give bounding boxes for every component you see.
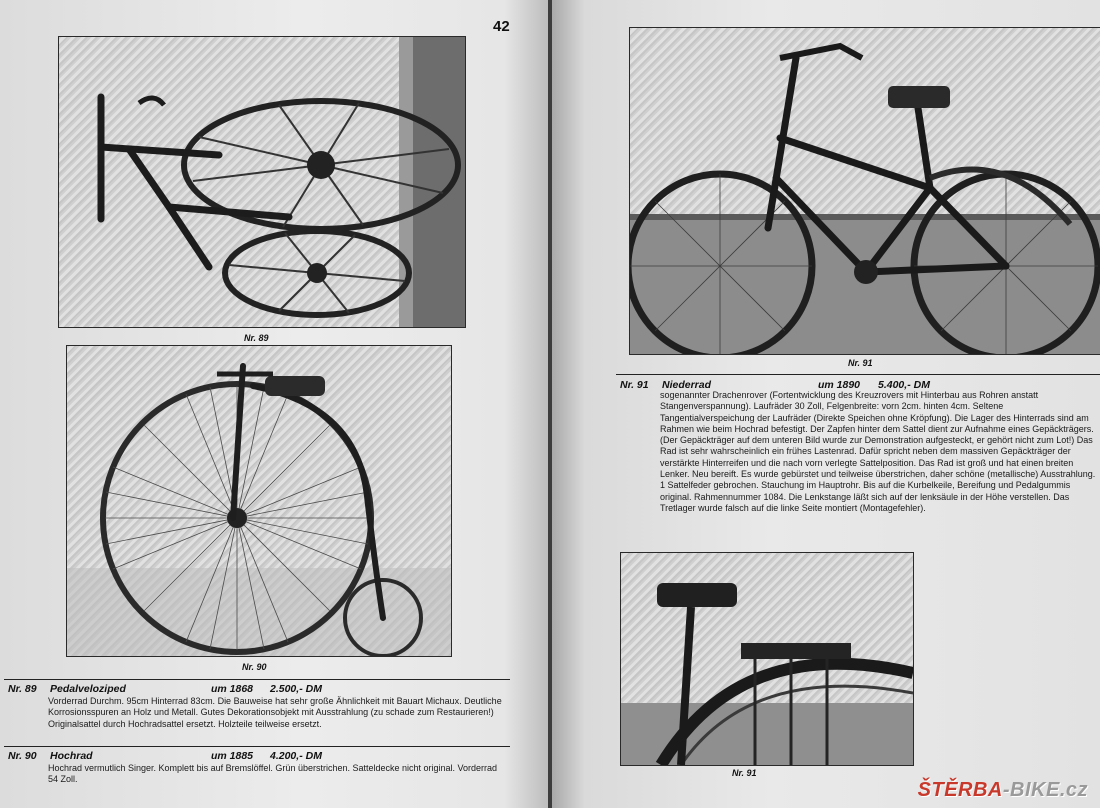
entry-price: 4.200,- DM — [270, 750, 322, 762]
entry-date: um 1868 — [211, 683, 254, 695]
watermark-brand: ŠTĚRBA — [917, 779, 1003, 801]
velocipede-illustration — [59, 37, 465, 327]
photo-nr-90 — [66, 345, 452, 657]
high-wheeler-illustration — [67, 346, 451, 656]
caption-nr-91-bottom: Nr. 91 — [732, 768, 757, 778]
left-page — [0, 0, 548, 808]
entry-name: Hochrad — [50, 750, 93, 762]
entry-name: Niederrad — [662, 379, 712, 391]
entry-description-nr-91: sogenannter Drachenrover (Fortentwicklung des Kreuzrovers mit Hinterbau aus Rohren anstatt Stangenverspannung). Laufräder 30 Zoll, Felgenbreite: vorn 2cm. hinten 4cm. Seltene Tangentialverspeichung der Laufräder (Direkte Speichen ohne Kröpfung). Die Lager des Hinterrads sind am Rahmen wie beim Hochrad befestigt. Der Zapfen hinter dem Sattel dient zur Aufnahme eines Gepäckträgers. (Der Gepäckträger auf dem unteren Bild wurde zur Demonstration aufgesteckt, er gehört nicht zum Lot!) Das Rad ist sehr wahrscheinlich ein frühes Lastenrad. Dafür spricht neben dem massiven Gepäckträger der verstärkte Hinterreifen und die nach vorn verlegte Sattelposition. Das Rad ist groß und hat einen breiten Lenker. Neu bereift. Es wurde gebürstet und teilweise überstrichen, daher schöne (metallische) Ausstrahlung. 1 Sattelfeder gebrochen. Stauchung im Hauptrohr. Bis auf die Kurbelkeile, Bereifung und Pedalgummis original. Rahmennummer 1084. Die Lenkstange läßt sich auf der lenksäule in der Höhe verstellen. Das Tretlager wurde falsch auf die linke Seite montiert (Montagefehler). — [660, 390, 1096, 513]
entry-name: Pedalveloziped — [50, 683, 126, 695]
entry-heading-nr-91 — [620, 379, 930, 391]
entry-description-nr-90: Hochrad vermutlich Singer. Komplett bis auf Bremslöffel. Grün überstrichen. Satteldecke nicht original. Vorderrad 54 Zoll. — [48, 763, 498, 785]
entry-price: 2.500,- DM — [270, 683, 322, 695]
entry-date: um 1890 — [818, 379, 861, 391]
site-watermark — [918, 779, 1088, 802]
entry-date: um 1885 — [211, 750, 254, 762]
watermark-suffix: -BIKE.cz — [1002, 779, 1088, 801]
photo-nr-91-bottom — [620, 552, 914, 766]
caption-nr-90: Nr. 90 — [242, 662, 267, 672]
photo-nr-91-top — [629, 27, 1100, 355]
right-page — [552, 0, 1100, 808]
entry-number: Nr. 90 — [8, 750, 37, 762]
entry-divider — [4, 679, 510, 680]
entry-heading-nr-89 — [8, 683, 322, 695]
entry-heading-nr-90 — [8, 750, 322, 762]
caption-nr-89: Nr. 89 — [244, 333, 269, 343]
caption-nr-91-top: Nr. 91 — [848, 358, 873, 368]
entry-description-nr-89: Vorderrad Durchm. 95cm Hinterrad 83cm. Die Bauweise hat sehr große Ähnlichkeit mit Bauart Michaux. Deutliche Korrosionsspuren an Holz und Metall. Gutes Dekorationsobjekt mit Ausstrahlung (zu schade zum Restaurieren!) Originalsattel durch Hochradsattel ersetzt. Holzteile teilweise ersetzt. — [48, 696, 502, 729]
page-number: 42 — [493, 18, 510, 35]
entry-number: Nr. 91 — [620, 379, 649, 391]
entry-price: 5.400,- DM — [878, 379, 930, 391]
entry-divider — [616, 374, 1100, 375]
photo-nr-89 — [58, 36, 466, 328]
luggage-rack-illustration — [621, 553, 913, 765]
entry-divider — [4, 746, 510, 747]
entry-number: Nr. 89 — [8, 683, 37, 695]
safety-bicycle-illustration — [630, 28, 1100, 354]
